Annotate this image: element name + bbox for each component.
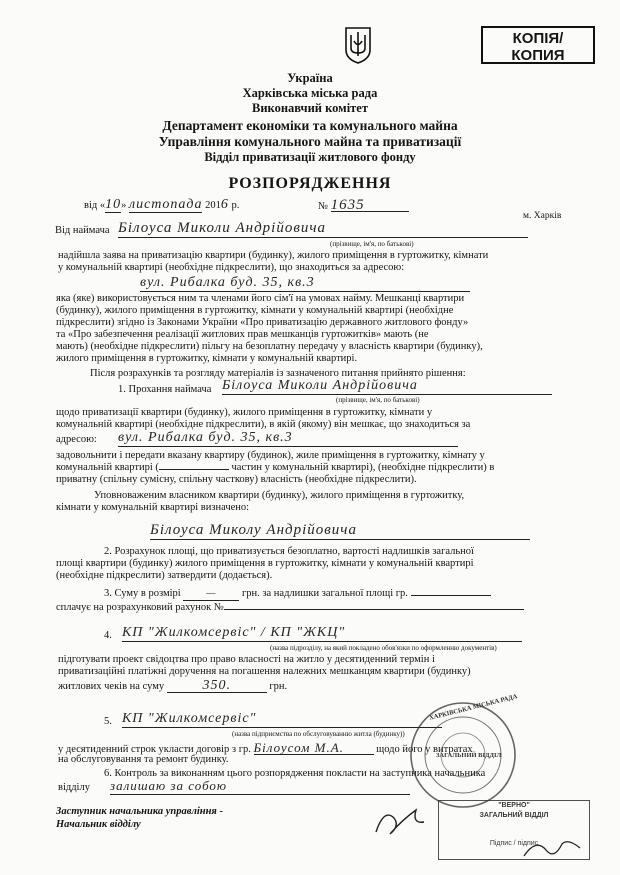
copy-stamp-line1: КОПІЯ/ [512, 30, 564, 47]
header-division: Відділ приватизації житлового фонду [204, 150, 416, 164]
body-p7-line2: приватизаційні платіжні доручення на погашення належних мешканцям квартири (будинку) [58, 666, 471, 677]
number-value: 1635 [331, 199, 409, 212]
body-p7-line3-prefix: житлових чеків на суму [58, 681, 165, 692]
body-p8-prefix: у десятиденний строк укласти договір з гр. [58, 744, 251, 755]
order-date [84, 199, 239, 212]
copy-stamp [481, 26, 595, 64]
date-year-suffix: р. [231, 200, 240, 211]
item1-prefix: 1. Прохання наймача [118, 384, 212, 395]
item3-mid: грн. за надлишки загальної площі гр. [241, 588, 408, 599]
item6-line2-prefix: відділу [58, 782, 90, 793]
stamp-line1: "ВЕРНО" [498, 802, 530, 809]
body-p8-name: Білоусом М.А. [254, 742, 374, 755]
body-p2-line4: та «Про забезпечення реалізації житлових прав мешканців гуртожитків» мають (не [56, 329, 429, 340]
body-p4-line3-prefix: адресою: [56, 434, 97, 445]
date-prefix: від « [84, 200, 106, 211]
document-title: РОЗПОРЯДЖЕННЯ [228, 175, 392, 192]
stamp-line2: ЗАГАЛЬНИЙ ВІДДІЛ [479, 812, 549, 819]
item2-line2: площі квартири (будинку) жилого приміщення в гуртожитку, кімнати у комунальній квартирі [56, 558, 474, 569]
item2-line3: (необхідне підкреслити) затвердити (додається). [56, 570, 273, 581]
coat-of-arms-icon [344, 26, 372, 64]
tenant-caption: (прізвище, ім'я, по батькові) [330, 240, 414, 248]
body-p6-line1: Уповноваженим власником квартири (будинку), жилого приміщення в гуртожитку, [94, 490, 465, 501]
number-prefix: № [318, 201, 329, 212]
body-p4-line2: комунальній квартирі (необхідне підкреслити), в якій (якому) він мешкає, що знаходиться за [56, 419, 471, 430]
item3-line2 [56, 602, 524, 614]
body-p5-line2 [56, 462, 494, 474]
body-p5-line2a: комунальній квартирі ( [56, 462, 159, 473]
header-city-council: Харківська міська рада [242, 86, 378, 100]
body-p2-line5: мають) (необхідне підкреслити) пільгу на безоплатну передачу у власність квартири (будинку), [56, 341, 483, 352]
body-p8-line2: на обслуговування та ремонт будинку. [58, 754, 229, 765]
item3-prefix: 3. Суму в розмірі [104, 588, 181, 599]
body-p5-line1: задовольнити і передати вказану квартиру (будинок), жиле приміщення в гуртожитку, кімнату у [56, 450, 485, 461]
body-p2-line1: яка (яке) використовується ним та членами його сім'ї на умовах найму. Мешканці квартири [56, 293, 465, 304]
item5-maintenance-company: КП "Жилкомсервіс" [122, 711, 442, 728]
address-handwritten: вул. Рибалка буд. 35, кв.3 [140, 275, 470, 292]
signature-role-line1: Заступник начальника управління - [56, 806, 223, 817]
header-department: Департамент економіки та комунального майна [162, 118, 458, 133]
item1-caption: (прізвище, ім'я, по батькові) [336, 396, 420, 404]
item1-tenant-name: Білоуса Миколи Андрійовича [222, 378, 552, 395]
body-p5-line2b: частин у комунальній квартирі), (необхідне підкреслити) в [231, 462, 495, 473]
item3-amount: — [183, 588, 239, 601]
body-p2-line2: (будинку), жилого приміщення в гуртожитку, кімнати у комунальній квартирі (необхідне [56, 305, 454, 316]
copy-stamp-line2: КОПИЯ [511, 47, 565, 64]
item5-prefix: 5. [104, 716, 112, 727]
address2-handwritten: вул. Рибалка буд. 35, кв.3 [118, 430, 458, 447]
body-p7-line3-suffix: грн. [269, 681, 288, 692]
date-year-prefix: 201 [205, 200, 221, 211]
item5-caption: (назва підприємства по обслуговуванню житла (будинку)) [232, 730, 405, 738]
date-month: листопада [128, 197, 203, 212]
seal-text: ХАРКІВСЬКА МІСЬКА РАДА [428, 693, 519, 722]
item2-line1: 2. Розрахунок площі, що приватизується безоплатно, вартості надлишків загальної [104, 546, 474, 557]
body-p5-line3: приватну (спільну сумісну, спільну часткову) власність (необхідне підкреслити). [56, 474, 417, 485]
body-p2-line3: підкреслити) згідно із Законами України «Про приватизацію державного житлового фонду» [56, 317, 469, 328]
item4-responsible-unit: КП "Жилкомсервіс" / КП "ЖКЦ" [122, 625, 522, 642]
order-city: м. Харків [523, 211, 562, 221]
item3-account-label: сплачує на розрахунковий рахунок № [56, 602, 224, 613]
body-p7-line1: підготувати проект свідоцтва про право власності на житло у десятиденний термін і [58, 654, 435, 665]
owner-handwritten: Білоуса Миколу Андрійовича [150, 522, 530, 540]
header-administration: Управління комунального майна та приватизації [158, 134, 462, 149]
date-separator: » [121, 200, 127, 211]
order-number [318, 199, 409, 213]
item4-prefix: 4. [104, 630, 112, 641]
body-p8-suffix: щодо його у витратах [376, 744, 473, 755]
seal-inner-text: ЗАГАЛЬНИЙ ВІДДІЛ [436, 752, 502, 759]
date-day: 10 [105, 197, 122, 212]
body-p2-line6: жилого приміщення в гуртожитку, кімнати у комунальній квартирі. [56, 353, 358, 364]
date-year-digit: 6 [220, 197, 229, 212]
checks-amount: 350. [167, 680, 267, 693]
header-executive-committee: Виконавчий комітет [252, 101, 368, 115]
body-p7-line3 [58, 680, 287, 693]
item4-caption: (назва підрозділу, на який покладено обов'язки по оформленню документів) [270, 644, 497, 652]
tenant-label: Від наймача [55, 225, 110, 236]
body-p3: Після розрахунків та розгляду матеріалів із зазначеного питання прийнято рішення: [90, 368, 466, 379]
control-handwritten: залишаю за собою [110, 778, 410, 795]
stamp-signature-icon [520, 834, 584, 864]
body-p6-line2: кімнати у комунальній квартирі визначено: [56, 502, 250, 513]
body-p1-line1: надійшла заява на приватизацію квартири (будинку), жилого приміщення в гуртожитку, кімнати [58, 250, 489, 261]
stamp-line3: Підпис / підпис [489, 840, 539, 847]
body-p1-line2: у комунальній квартирі (необхідне підкреслити), що знаходиться за адресою: [58, 262, 405, 273]
item6-line1: 6. Контроль за виконанням цього розпорядження покласти на заступника начальника [104, 768, 486, 779]
signature-role-line2: Начальник відділу [56, 819, 141, 830]
header-country: Україна [287, 71, 333, 85]
body-p4-line1: щодо приватизації квартири (будинку), жилого приміщення в гуртожитку, кімнати у [56, 407, 433, 418]
tenant-name: Білоуса Миколи Андрійовича [118, 220, 528, 238]
item3-line1 [104, 588, 491, 601]
